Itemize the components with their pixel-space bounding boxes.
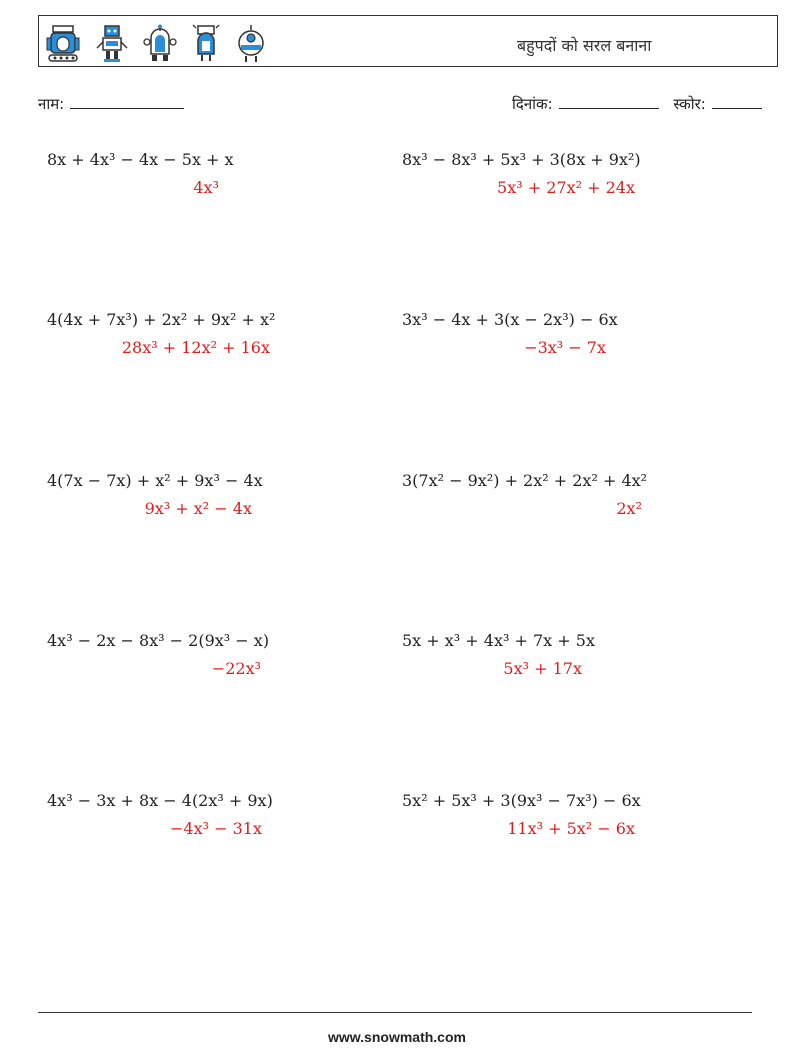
footer-url: www.snowmath.com: [328, 1029, 466, 1045]
worksheet-title: बहुपदों को सरल बनाना: [517, 36, 652, 55]
score-label: स्कोर:: [673, 95, 706, 113]
name-label: नाम:: [38, 95, 65, 113]
robot-icon-2: [95, 24, 129, 64]
problem-expression: 5x² + 5x³ + 3(9x³ − 7x³) − 6x: [402, 791, 641, 810]
name-blank: [70, 94, 184, 109]
problem-expression: 4x³ − 2x − 8x³ − 2(9x³ − x): [47, 631, 270, 650]
problem-expression: 3(7x² − 9x²) + 2x² + 2x² + 4x²: [402, 471, 648, 490]
problem-expression: 4x³ − 3x + 8x − 4(2x³ + 9x): [47, 791, 273, 810]
problem-answer: 2x²: [616, 499, 642, 518]
date-score-fields: [512, 94, 762, 114]
name-field: [38, 94, 184, 114]
robot-icon-1: [45, 24, 81, 64]
date-blank: [559, 94, 659, 109]
footer-divider: [38, 1012, 752, 1013]
robot-icon-3: [143, 24, 177, 64]
robot-icon-4: [191, 24, 221, 64]
score-blank: [712, 94, 762, 109]
problem-expression: 5x + x³ + 4x³ + 7x + 5x: [402, 631, 595, 650]
problem-answer: 5x³ + 27x² + 24x: [497, 178, 635, 197]
problem-answer: 9x³ + x² − 4x: [144, 499, 252, 518]
problem-answer: 5x³ + 17x: [503, 659, 582, 678]
problem-answer: −22x³: [211, 659, 261, 678]
problem-expression: 4(4x + 7x³) + 2x² + 9x² + x²: [47, 310, 276, 329]
problem-expression: 3x³ − 4x + 3(x − 2x³) − 6x: [402, 310, 618, 329]
problem-answer: −4x³ − 31x: [170, 819, 262, 838]
problem-expression: 8x³ − 8x³ + 5x³ + 3(8x + 9x²): [402, 150, 641, 169]
worksheet-header: [38, 15, 778, 67]
robot-icons: [45, 20, 267, 64]
date-label: दिनांक:: [512, 95, 553, 113]
problem-expression: 4(7x − 7x) + x² + 9x³ − 4x: [47, 471, 263, 490]
problem-answer: −3x³ − 7x: [524, 338, 606, 357]
problem-answer: 11x³ + 5x² − 6x: [507, 819, 635, 838]
problem-answer: 28x³ + 12x² + 16x: [121, 338, 270, 357]
problem-answer: 4x³: [193, 178, 219, 197]
problem-expression: 8x + 4x³ − 4x − 5x + x: [47, 150, 234, 169]
robot-icon-5: [235, 24, 267, 64]
